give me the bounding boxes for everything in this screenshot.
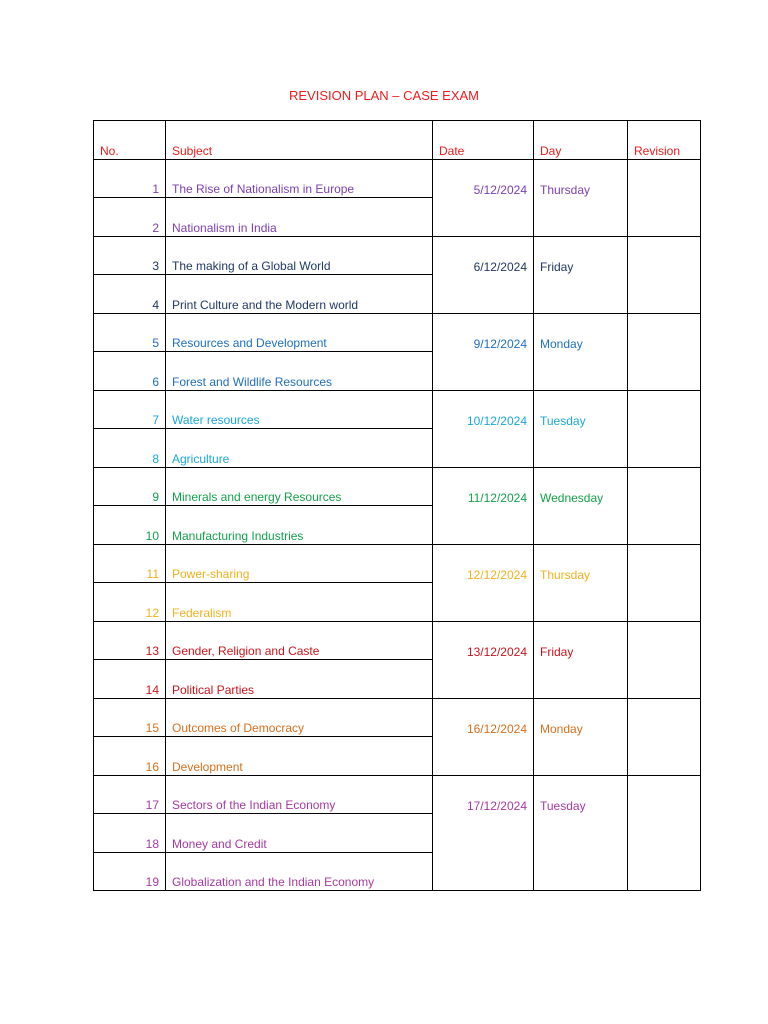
day-cell: Wednesday (534, 467, 628, 544)
subject-cell: Print Culture and the Modern world (166, 275, 433, 314)
table-body (94, 159, 701, 891)
subject-cell: Resources and Development (166, 313, 433, 352)
row-number: 16 (94, 737, 166, 776)
day-cell: Thursday (534, 159, 628, 236)
day-cell: Monday (534, 698, 628, 775)
row-number: 5 (94, 313, 166, 352)
row-number: 9 (94, 467, 166, 506)
subject-cell: Outcomes of Democracy (166, 698, 433, 737)
subject-cell: Gender, Religion and Caste (166, 621, 433, 660)
table-row (94, 236, 701, 275)
header-subject: Subject (166, 121, 433, 160)
subject-cell: Globalization and the Indian Economy (166, 852, 433, 891)
row-number: 19 (94, 852, 166, 891)
day-cell: Monday (534, 313, 628, 390)
table-header-row (94, 121, 701, 160)
subject-cell: Political Parties (166, 660, 433, 699)
day-cell: Friday (534, 621, 628, 698)
date-cell: 13/12/2024 (433, 621, 534, 698)
subject-cell: Money and Credit (166, 814, 433, 853)
row-number: 3 (94, 236, 166, 275)
row-number: 8 (94, 429, 166, 468)
revision-cell[interactable] (628, 467, 701, 544)
revision-cell[interactable] (628, 313, 701, 390)
row-number: 13 (94, 621, 166, 660)
day-cell: Friday (534, 236, 628, 313)
row-number: 4 (94, 275, 166, 314)
day-cell: Thursday (534, 544, 628, 621)
row-number: 15 (94, 698, 166, 737)
revision-cell[interactable] (628, 390, 701, 467)
header-date: Date (433, 121, 534, 160)
header-no: No. (94, 121, 166, 160)
table-row (94, 313, 701, 352)
date-cell: 11/12/2024 (433, 467, 534, 544)
table-row (94, 159, 701, 198)
revision-cell[interactable] (628, 236, 701, 313)
subject-cell: Agriculture (166, 429, 433, 468)
table-row (94, 390, 701, 429)
row-number: 10 (94, 506, 166, 545)
date-cell: 10/12/2024 (433, 390, 534, 467)
table-row (94, 698, 701, 737)
date-cell: 5/12/2024 (433, 159, 534, 236)
row-number: 2 (94, 198, 166, 237)
date-cell: 16/12/2024 (433, 698, 534, 775)
subject-cell: The making of a Global World (166, 236, 433, 275)
subject-cell: Power-sharing (166, 544, 433, 583)
page-title: REVISION PLAN – CASE EXAM (288, 88, 479, 103)
date-cell: 9/12/2024 (433, 313, 534, 390)
day-cell: Tuesday (534, 775, 628, 891)
revision-cell[interactable] (628, 775, 701, 891)
subject-cell: Water resources (166, 390, 433, 429)
subject-cell: Federalism (166, 583, 433, 622)
revision-cell[interactable] (628, 159, 701, 236)
header-day: Day (534, 121, 628, 160)
date-cell: 17/12/2024 (433, 775, 534, 891)
date-cell: 6/12/2024 (433, 236, 534, 313)
row-number: 12 (94, 583, 166, 622)
row-number: 18 (94, 814, 166, 853)
table-row (94, 775, 701, 814)
row-number: 11 (94, 544, 166, 583)
row-number: 7 (94, 390, 166, 429)
subject-cell: The Rise of Nationalism in Europe (166, 159, 433, 198)
table-row (94, 467, 701, 506)
subject-cell: Sectors of the Indian Economy (166, 775, 433, 814)
subject-cell: Forest and Wildlife Resources (166, 352, 433, 391)
row-number: 6 (94, 352, 166, 391)
revision-table (93, 120, 701, 891)
header-revision: Revision (628, 121, 701, 160)
table-row (94, 544, 701, 583)
row-number: 14 (94, 660, 166, 699)
row-number: 17 (94, 775, 166, 814)
subject-cell: Nationalism in India (166, 198, 433, 237)
date-cell: 12/12/2024 (433, 544, 534, 621)
revision-cell[interactable] (628, 544, 701, 621)
revision-cell[interactable] (628, 621, 701, 698)
day-cell: Tuesday (534, 390, 628, 467)
row-number: 1 (94, 159, 166, 198)
subject-cell: Development (166, 737, 433, 776)
subject-cell: Minerals and energy Resources (166, 467, 433, 506)
subject-cell: Manufacturing Industries (166, 506, 433, 545)
table-row (94, 621, 701, 660)
revision-cell[interactable] (628, 698, 701, 775)
